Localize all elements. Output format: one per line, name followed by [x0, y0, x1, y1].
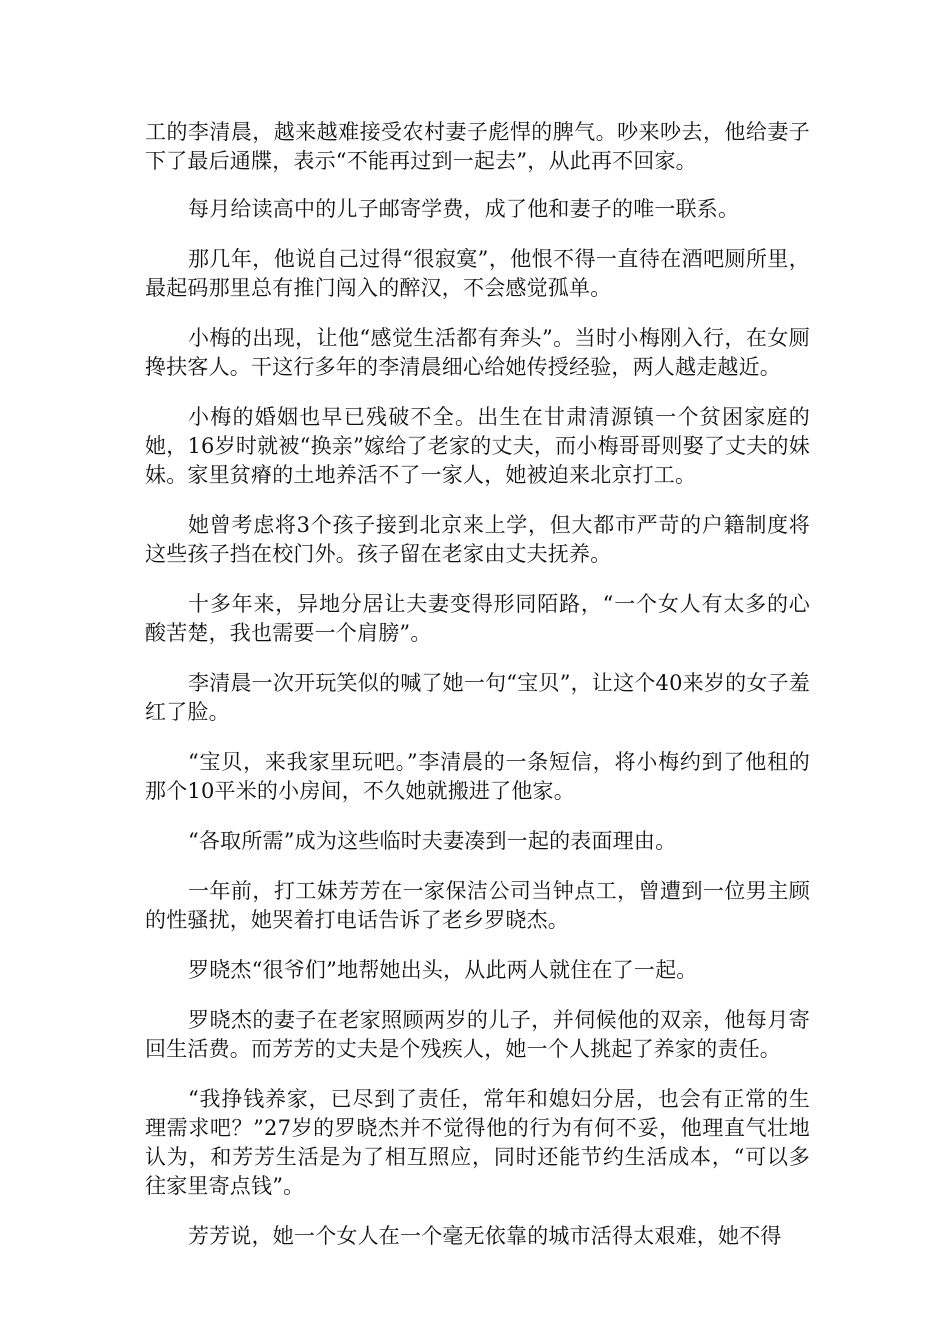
paragraph-6: 她曾考虑将3个孩子接到北京来上学，但大都市严苛的户籍制度将这些孩子挡在校门外。孩子留在老家由丈夫抚养。 — [145, 513, 810, 566]
paragraph-3: 那几年，他说自己过得“很寂寞”，他恨不得一直待在酒吧厕所里，最起码那里总有推门闯入的醉汉，不会感觉孤单。 — [145, 247, 810, 300]
paragraph-10: “各取所需”成为这些临时夫妻凑到一起的表面理由。 — [188, 829, 677, 853]
paragraph-13: 罗晓杰的妻子在老家照顾两岁的儿子，并伺候他的双亲，他每月寄回生活费。而芳芳的丈夫是个残疾人，她一个人挑起了养家的责任。 — [145, 1008, 810, 1061]
paragraph-11: 一年前，打工妹芳芳在一家保洁公司当钟点工，曾遭到一位男主顾的性骚扰，她哭着打电话告诉了老乡罗晓杰。 — [145, 879, 810, 932]
paragraph-1: 工的李清晨，越来越难接受农村妻子彪悍的脾气。吵来吵去，他给妻子下了最后通牒，表示“不能再过到一起去”，从此再不回家。 — [145, 120, 810, 173]
paragraph-2: 每月给读高中的儿子邮寄学费，成了他和妻子的唯一联系。 — [188, 197, 740, 221]
paragraph-15: 芳芳说，她一个女人在一个毫无依靠的城市活得太艰难，她不得 — [188, 1224, 782, 1248]
paragraph-4: 小梅的出现，让他“感觉生活都有奔头”。当时小梅刚入行，在女厕搀扶客人。干这行多年的李清晨细心给她传授经验，两人越走越近。 — [145, 326, 810, 379]
paragraph-9: “宝贝，来我家里玩吧。”李清晨的一条短信，将小梅约到了他租的那个10平米的小房间，不久她就搬进了他家。 — [145, 750, 810, 803]
paragraph-14: “我挣钱养家，已尽到了责任，常年和媳妇分居，也会有正常的生理需求吧？”27岁的罗晓杰并不觉得他的行为有何不妥，他理直气壮地认为，和芳芳生活是为了相互照应，同时还能节约生活成本，“可以多往家里寄点钱”。 — [145, 1087, 810, 1198]
article-body — [145, 118, 810, 1272]
paragraph-7: 十多年来，异地分居让夫妻变得形同陌路，“一个女人有太多的心酸苦楚，我也需要一个肩膀”。 — [145, 592, 810, 645]
paragraph-8: 李清晨一次开玩笑似的喊了她一句“宝贝”，让这个40来岁的女子羞红了脸。 — [145, 671, 810, 724]
paragraph-12: 罗晓杰“很爷们”地帮她出头，从此两人就住在了一起。 — [188, 958, 698, 982]
paragraph-5: 小梅的婚姻也早已残破不全。出生在甘肃清源镇一个贫困家庭的她，16岁时就被“换亲”嫁给了老家的丈夫，而小梅哥哥则娶了丈夫的妹妹。家里贫瘠的土地养活不了一家人，她被迫来北京打工。 — [145, 405, 810, 487]
